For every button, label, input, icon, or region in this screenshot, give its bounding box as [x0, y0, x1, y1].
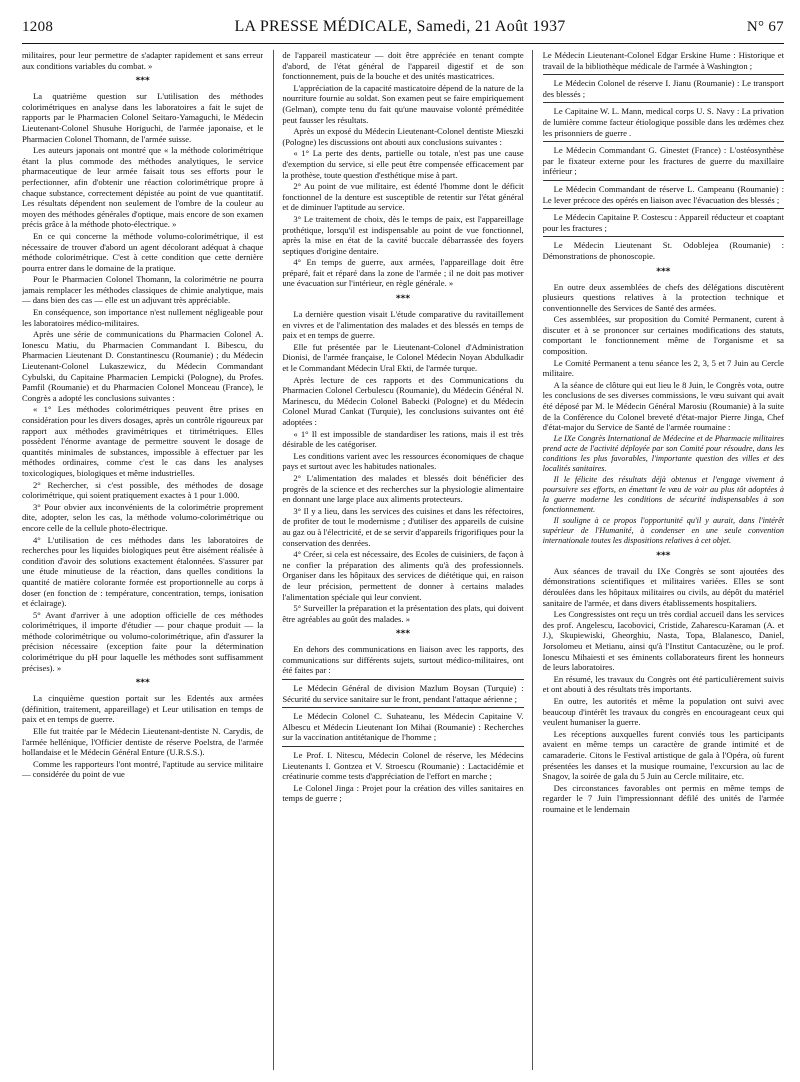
paragraph: Le Médecin Commandant de réserve L. Campeanu (Roumanie) : Le lever précoce des opérés en liaison avec l'évacuation des blessés ;: [542, 183, 784, 205]
paragraph: Le Médecin Colonel C. Suhateanu, les Médecin Capitaine V. Albescu et Médecin Lieutenant Ion Mihai (Roumanie) : Recherches sur la vaccination antitétanique de l'homme ;: [282, 711, 524, 743]
paragraph: L'appréciation de la capacité masticatoire dépend de la nature de la nourriture fournie au soldat. Son examen peut se faire empiriquement (Gelman), compte tenu du fait qu'une mauvaise volonté préméditée peut fausser les résultats.: [282, 82, 524, 125]
paragraph: Le Médecin Colonel de réserve I. Jianu (Roumanie) : Le transport des blessés ;: [542, 78, 784, 99]
paragraph: Comme les rapporteurs l'ont montré, l'aptitude au service militaire — considérée du point de vue: [22, 758, 264, 780]
paragraph: Le Médecin Général de division Mazlum Boysan (Turquie) : Sécurité du service sanitaire sur le front, pendant l'attaque aérienne ;: [282, 683, 524, 704]
paragraph: 2° Au point de vue militaire, est édenté l'homme dont le déficit fonctionnel de la denture est susceptible de retentir sur l'état général et de diminuer l'aptitude au service.: [282, 181, 524, 213]
paragraph: Pour le Pharmacien Colonel Thomann, la colorimétrie ne pourra jamais remplacer les méthodes classiques de chimie analytique, mais — dans bien des cas — elle est un adjuvant très appréciable.: [22, 274, 264, 306]
paragraph: A la séance de clôture qui eut lieu le 8 Juin, le Congrès vota, outre les conclusions de ses diverses commissions, le vœu suivant qui avait été déposé par M. le Médecin Général Marosiu (Roumanie) à la suite de la Conférence du Colonel breveté d'état-major Pierre Jinga, Chef d'état-major du Service de Santé de l'armée roumaine :: [542, 379, 784, 433]
section-separator-stars: ***: [395, 629, 411, 640]
paragraph: 5° Avant d'arriver à une adoption officielle de ces méthodes colorimétriques, il importe d'étudier — pour chaque produit — la méthode colorimétrique ou volumo-colorimétrique, afin d'assurer la précision nécessaire (exception faite pour la détermination colorimétrique du pH pour laquelle les méthodes sont suffisamment précises). »: [22, 609, 264, 673]
journal-title: LA PRESSE MÉDICALE, Samedi, 21 Août 1937: [234, 18, 566, 35]
paragraph: 3° Le traitement de choix, dès le temps de paix, est l'appareillage prothétique, lorsqu'il est indispensable au point de vue fonctionnel, après la mise en état de la cavité buccale débarrassée des foyers septiques d'origine dentaire.: [282, 213, 524, 256]
paragraph: Des circonstances favorables ont permis en même temps de regarder le 7 Juin l'impressionnant défilé des unités de l'armée roumaine et le lendemain: [542, 782, 784, 814]
paragraph: Il le félicite des résultats déjà obtenus et l'engage vivement à poursuivre ses efforts, en émettant le vœu de voir au plus tôt adoptées à la guerre moderne les conditions de sécurité indispensables à son fonctionnement.: [542, 474, 784, 514]
section-separator-stars: ***: [395, 294, 411, 305]
communication-divider: [543, 141, 784, 142]
paragraph: Le Comité Permanent a tenu séance les 2, 3, 5 et 7 Juin au Cercle militaire.: [542, 357, 784, 379]
paragraph: Elle fut traitée par le Médecin Lieutenant-dentiste N. Carydis, de l'armée hellénique, l'Officier dentiste de réserve Poelstra, de l'armée hollandaise et le Médecin Général Enture (U.R.S.S.).: [22, 726, 264, 758]
section-separator-stars: ***: [135, 678, 150, 689]
paragraph: Le Médecin Commandant G. Ginestet (France) : L'ostéosynthèse par le fixateur externe pour les fractures de guerre du maxillaire inférieur ;: [542, 145, 784, 177]
paragraph: 4° Créer, si cela est nécessaire, des Ecoles de cuisiniers, de façon à ne confier la préparation des aliments qu'à des professionnels. Organiser dans les hôpitaux des services de diététique qui, en raison de leur précision, permettent de donner à certains malades l'alimentation spéciale qui leur convient.: [282, 549, 524, 602]
paragraph: de l'appareil masticateur — doit être appréciée en tenant compte d'abord, de l'état général de l'appareil digestif et de son fonctionnement, puis de la bouche et des unités masticatrices.: [282, 50, 524, 82]
paragraph: Elle fut présentée par le Lieutenant-Colonel d'Administration Dionisi, de l'armée française, le Colonel Médecin Noyan Abdulkadir et le Commandant Médecin Ural Ekti, de l'armée turque.: [282, 341, 524, 374]
paragraph: En outre deux assemblées de chefs des délégations discutèrent plusieurs questions relatives à la protection technique et conventionnelle des Services de Santé des armées.: [542, 281, 784, 313]
paragraph: Le Prof. I. Nitescu, Médecin Colonel de réserve, les Médecins Lieutenants I. Gontzea et V. Stroescu (Roumanie) : Lactacidémie et créatinurie comme tests d'appréciation de l'effort en marche ;: [282, 750, 524, 782]
paragraph: En outre, les autorités et même la population ont suivi avec beaucoup d'intérêt les travaux du congrès en encourageant ceux qui veulent humaniser la guerre.: [542, 695, 784, 728]
paragraph: 2° L'alimentation des malades et blessés doit bénéficier des progrès de la science et des recherches sur la physiologie alimentaire en donnant une large place aux aliments protecteurs.: [282, 472, 524, 505]
paragraph: Il souligne à ce propos l'opportunité qu'il y aurait, dans l'intérêt supérieur de l'Humanité, à condenser en une seule convention internationale toutes les dispositions relatives à cet objet.: [542, 515, 784, 545]
page-number: 1208: [22, 19, 54, 35]
section-separator-stars: ***: [656, 550, 671, 561]
paragraph: 3° Il y a lieu, dans les services des cuisines et dans les réfectoires, de profiter de tout le modernisme ; d'utiliser des appareils de cuisine au gaz ou à l'électricité, et de se servir d'appareils frigorifiques pour la conservation des denrées.: [282, 505, 524, 548]
paragraph: Les Congressistes ont reçu un très cordial accueil dans les services des prof. Angelescu, Iacobovici, Cristide, Zaharescu-Karaman (A. et J.), Skupiewiski, Gheorghiu, Nasta, Topa, Blalanesco, Daniel, Jorsolomeu et Metianu, ainsi qu'à l'Institut Cantacuzène, ou le prof. Ionescu Mihaiesti et ses éminents collaborateurs firent les honneurs de leurs laboratoires.: [542, 609, 784, 673]
paragraph: militaires, pour leur permettre de s'adapter rapidement et sans erreur aux conditions variables du combat. »: [22, 50, 264, 71]
column-right: [543, 50, 784, 1070]
paragraph: La quatrième question sur L'utilisation des méthodes colorimétriques en analyse dans les laboratoires a fait le sujet de rapports par le Pharmacien Colonel Seitaro-Yamaguchi, le Médecin Lieutenant-Colonel Shusuhe Horiguchi, de l'armée japonaise, et le Pharmacien Colonel Thomann, de l'armée suisse.: [22, 91, 264, 144]
communication-divider: [543, 180, 784, 181]
paragraph: En dehors des communications en liaison avec les rapports, des communications sur différents sujets, surtout médico-militaires, ont été faites par :: [282, 644, 524, 676]
paragraph: Le Capitaine W. L. Mann, medical corps U. S. Navy : La privation de lumière comme facteur étiologique possible dans les œdèmes chez les prisonniers de guerre .: [542, 106, 784, 138]
paragraph: La cinquième question portait sur les Edentés aux armées (définition, traitement, appareillage) et Leur utilisation en temps de paix et en temps de guerre.: [22, 693, 264, 725]
communication-divider: [543, 74, 784, 75]
paragraph: « 1° Il est impossible de standardiser les rations, mais il est très désirable de les catégoriser.: [282, 428, 524, 450]
paragraph: Ces assemblées, sur proposition du Comité Permanent, curent à discuter et à se prononcer sur certaines modifications des statuts, comportant le fonctionnement même de l'organisme et sa composition.: [542, 314, 784, 357]
header-rule: [22, 43, 784, 44]
column-left: [22, 50, 263, 1070]
paragraph: Après lecture de ces rapports et des Communications du Pharmacien Colonel Cerbulescu (Roumanie), du Médecin Général N. Marinescu, du Médecin Colonel Babecki (Pologne) et du Médecin Colonel Murad Cankat (Turquie), les conclusions suivantes ont été adoptées :: [282, 374, 524, 427]
paragraph: Les conditions varient avec les ressources économiques de chaque pays et surtout avec les habitudes nationales.: [282, 450, 524, 472]
paragraph: En ce qui concerne la méthode volumo-colorimétrique, il est nécessaire de trouver d'abord un agent décolorant adéquat à chaque méthode colorimétrique. C'est à cette condition que cette dernière pourra entrer dans le domaine de la pratique.: [22, 230, 264, 273]
paragraph: Le Colonel Jinga : Projet pour la création des villes sanitaires en temps de guerre ;: [282, 782, 524, 804]
paragraph: La dernière question visait L'étude comparative du ravitaillement en vivres et de l'alimentation des malades et des blessés en temps de paix et en temps de guerre.: [282, 309, 524, 341]
paragraph: 5° Surveiller la préparation et la présentation des plats, qui doivent être agréables au goût des malades. »: [282, 603, 524, 624]
paragraph: En résumé, les travaux du Congrès ont été particulièrement suivis et ont abouti à des résultats très importants.: [542, 673, 784, 695]
paragraph: Le Médecin Capitaine P. Costescu : Appareil réducteur et coaptant pour les fractures ;: [542, 212, 784, 233]
paragraph: Les réceptions auxquelles furent conviés tous les participants avaient en même temps un caractère de grande intimité et de camaraderie. Citons le Festival artistique de gala à l'Opéra, où furent présentées les danses et la musique roumaine, l'excursion au lac de Snagov, la soirée de gala du 5 Juin au Cercle militaire, etc.: [542, 728, 784, 782]
communication-divider: [543, 236, 784, 237]
paragraph: Le Médecin Lieutenant-Colonel Edgar Erskine Hume : Historique et travail de la bibliothèque médicale de l'armée à Washington ;: [542, 50, 784, 71]
paragraph: Après une série de communications du Pharmacien Colonel A. Ionescu Matiu, du Pharmacien Commandant I. Bibescu, du Pharmacien Lieutenant D. Constantinescu (Roumanie) ; du Médecin Lieutenant-Colonel Lukaszewicz, du Médecin Commandant Cybulski, du Capitaine Pharmacien Lempicki (Pologne), du Profes. Pamfil (Roumanie) et du Pharmacien Colonel Monceau (France), le Congrès a adopté les conclusions suivantes :: [22, 329, 264, 403]
communication-divider: [543, 208, 784, 209]
paragraph: « 1° La perte des dents, partielle ou totale, n'est pas une cause d'exemption du service, si elle peut être compensée efficacement par la prothèse, toute question d'esthétique mise à part.: [282, 148, 524, 180]
paragraph: Après un exposé du Médecin Lieutenant-Colonel dentiste Mieszki (Pologne) les discussions ont abouti aux conclusions suivantes :: [282, 126, 524, 147]
paragraph: 2° Rechercher, si c'est possible, des méthodes de dosage colorimétrique, qui soient pratiquement exactes à 1 pour 1.000.: [22, 479, 264, 501]
paragraph: En conséquence, son importance n'est nullement négligeable pour les laboratoires médico-militaires.: [22, 307, 264, 328]
paragraph: Le IXe Congrès International de Médecine et de Pharmacie militaires prend acte de l'activité déployée par son Comité pour résoudre, dans les conditions les plus favorables, l'importante question des villes et des localités sanitaires.: [542, 433, 784, 473]
section-separator-stars: ***: [135, 76, 150, 87]
article-columns: [22, 50, 784, 1070]
paragraph: « 1° Les méthodes colorimétriques peuvent être prises en considération pour les divers dosages, après un contrôle rigoureux par rapport aux méthodes gravimétriques et titrimétriques. Elles possèdent l'énorme avantage de permettre souvent le dosage de quantités minimales de substances, impossible à effectuer par les méthodes ordinaires, comme c'est le cas dans les analyses toxicologiques, biologiques et même industrielles.: [22, 404, 264, 478]
paragraph: 3° Pour obvier aux inconvénients de la colorimétrie proprement dite, adopter, selon les cas, la méthode volumo-colorimétrique ou encore celle de la cellule photo-électrique.: [22, 501, 264, 533]
paragraph: 4° En temps de guerre, aux armées, l'appareillage doit être préparé, fait et réparé dans la zone de l'armée ; il ne doit pas motiver une évacuation sur l'intérieur, en règle générale. »: [282, 257, 524, 289]
section-separator-stars: ***: [656, 266, 671, 277]
paragraph: Les auteurs japonais ont montré que « la méthode colorimétrique étant la plus commode des méthodes analytiques, le service pharmaceutique de leur armée faisait tous ses efforts pour le perfectionner, afin d'obtenir une réaction colorimétrique propre à chaque substance, correctement dépistée au point de vue quantitatif. Les résultats dépendent non seulement de l'ombre de la couleur au moyen des méthodes générales d'optique, mais encore de son examen précis grâce à la méthode photo-électrique. »: [22, 145, 264, 230]
issue-number: N° 67: [746, 19, 784, 35]
paragraph: Le Médecin Lieutenant St. Odoblejea (Roumanie) : Démonstrations de phonoscopie.: [542, 240, 784, 261]
paragraph: 4° L'utilisation de ces méthodes dans les laboratoires de recherches pour les liquides biologiques peut être aisément réalisée à condition d'avoir des solutions exactement étalonnées. S'assurer par une étude minutieuse de la réaction, dans quelles conditions la quantité de matière colorante formée est proportionnelle au corps à doser (en fonction de : température, concentration, temps, ionisation et éclairage).: [22, 534, 264, 609]
paragraph: Aux séances de travail du IXe Congrès se sont ajoutées des démonstrations scientifiques et militaires variées. Elles se sont déroulées dans les hôpitaux militaires ou civils, au dépôt du matériel sanitaire de l'armée, et dans divers établissements hospitaliers.: [542, 565, 784, 608]
communication-divider: [282, 679, 523, 680]
page-header: [22, 18, 784, 38]
column-middle: [273, 50, 532, 1070]
communication-divider: [543, 102, 784, 103]
communication-divider: [282, 707, 523, 708]
communication-divider: [282, 746, 523, 747]
